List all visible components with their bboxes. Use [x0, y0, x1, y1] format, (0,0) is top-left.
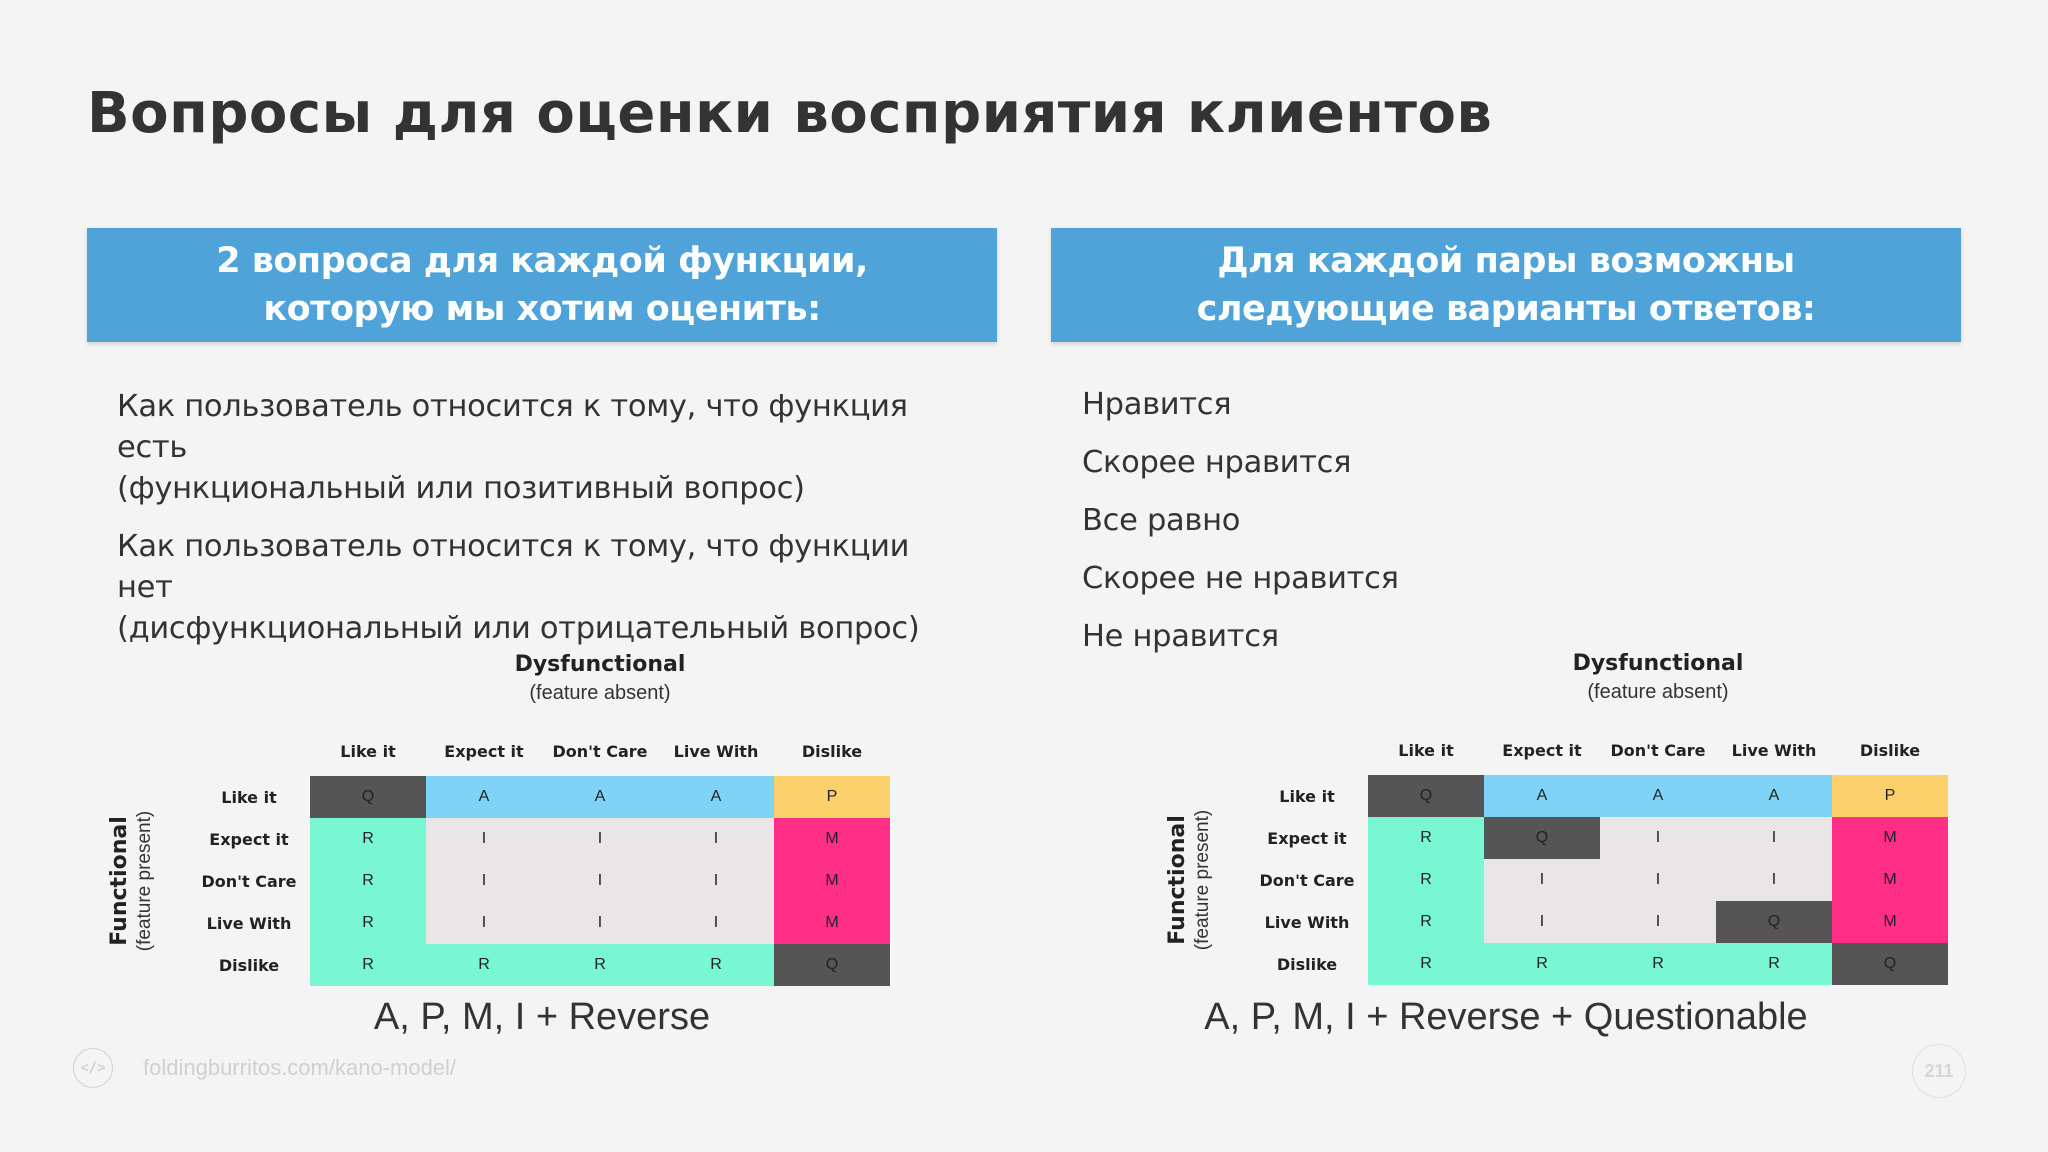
right-header-line1: Для каждой пары возможны — [1217, 241, 1795, 281]
matrix-cell: M — [774, 818, 890, 860]
question-line: (дисфункциональный или отрицательный вопрос) — [117, 611, 920, 646]
answer-item: Не нравится — [1082, 619, 1279, 654]
left-header-line1: 2 вопроса для каждой функции, — [216, 241, 868, 281]
slide-title: Вопросы для оценки восприятия клиентов — [87, 81, 1493, 146]
matrix-row-subtitle: (feature present) — [1192, 809, 1213, 951]
matrix-row-header: Expect it — [209, 830, 289, 849]
matrix-caption-left: A, P, M, I + Reverse — [373, 996, 711, 1038]
matrix-cell: I — [426, 818, 542, 860]
matrix-column-header: Like it — [1398, 741, 1454, 760]
matrix-row-axis — [107, 781, 157, 981]
matrix-row-subtitle: (feature present) — [134, 810, 155, 952]
matrix-cell: Q — [1484, 817, 1600, 859]
matrix-row-title: Functional — [1165, 815, 1190, 945]
matrix-cell: I — [1484, 859, 1600, 901]
question-item — [117, 526, 937, 649]
matrix-row-header: Live With — [1264, 913, 1350, 932]
matrix-cell: I — [542, 818, 658, 860]
matrix-cell: I — [1600, 901, 1716, 943]
kano-matrix-right — [1165, 650, 1921, 990]
matrix-cell: M — [774, 860, 890, 902]
matrix-cell: R — [310, 818, 426, 860]
matrix-cell: I — [426, 860, 542, 902]
matrix-cell: R — [658, 944, 774, 986]
matrix-cell: A — [426, 776, 542, 818]
matrix-cell: R — [310, 902, 426, 944]
matrix-cell: I — [1716, 817, 1832, 859]
kano-matrix-left — [107, 651, 863, 991]
matrix-cell: R — [310, 860, 426, 902]
source-link[interactable]: foldingburritos.com/kano-model/ — [143, 1055, 457, 1080]
matrix-row-header: Dislike — [1276, 955, 1338, 974]
matrix-col-title: Dysfunctional — [514, 652, 686, 677]
matrix-cell: I — [658, 818, 774, 860]
matrix-cell: R — [1716, 943, 1832, 985]
matrix-col-subtitle: (feature absent) — [529, 682, 671, 704]
matrix-column-header: Like it — [340, 742, 396, 761]
matrix-cell: R — [1368, 901, 1484, 943]
matrix-cell: P — [1832, 775, 1948, 817]
matrix-row-header: Don't Care — [201, 872, 297, 891]
question-line: Как пользователь относится к тому, что функция есть — [117, 389, 908, 465]
matrix-cell: I — [1484, 901, 1600, 943]
matrix-cell: I — [658, 860, 774, 902]
matrix-row-header: Don't Care — [1259, 871, 1355, 890]
matrix-cell: I — [426, 902, 542, 944]
matrix-cell: Q — [1368, 775, 1484, 817]
matrix-cell: Q — [310, 776, 426, 818]
matrix-column-header: Dislike — [801, 742, 863, 761]
matrix-cell: P — [774, 776, 890, 818]
matrix-column-header: Don't Care — [552, 742, 648, 761]
answers-list — [1082, 385, 1399, 675]
matrix-cell: R — [310, 944, 426, 986]
matrix-cell: R — [1600, 943, 1716, 985]
left-header-line2: которую мы хотим оценить: — [263, 289, 821, 329]
matrix-cell: M — [1832, 901, 1948, 943]
matrix-cell: I — [542, 902, 658, 944]
questions-list — [117, 386, 937, 666]
answer-item: Нравится — [1082, 387, 1232, 422]
right-header-box — [1051, 228, 1961, 342]
matrix-cell: R — [1368, 859, 1484, 901]
matrix-cell: I — [1600, 817, 1716, 859]
matrix-cell: M — [1832, 859, 1948, 901]
question-line: Как пользователь относится к тому, что функции нет — [117, 529, 910, 605]
matrix-row-header: Expect it — [1267, 829, 1347, 848]
matrix-cell: M — [1832, 817, 1948, 859]
matrix-cell: Q — [1716, 901, 1832, 943]
matrix-cell: I — [1716, 859, 1832, 901]
matrix-row-header: Live With — [206, 914, 292, 933]
matrix-cell: R — [426, 944, 542, 986]
question-line: (функциональный или позитивный вопрос) — [117, 471, 805, 506]
matrix-cell: I — [542, 860, 658, 902]
matrix-row-header: Like it — [1279, 787, 1335, 806]
code-icon: </> — [73, 1048, 113, 1088]
matrix-cell: Q — [774, 944, 890, 986]
left-header-box — [87, 228, 997, 342]
matrix-cell: A — [1716, 775, 1832, 817]
matrix-cell: M — [774, 902, 890, 944]
matrix-col-title: Dysfunctional — [1572, 651, 1744, 676]
matrix-caption-right: A, P, M, I + Reverse + Questionable — [1204, 996, 1808, 1038]
matrix-column-header: Expect it — [1502, 741, 1582, 760]
matrix-col-subtitle: (feature absent) — [1587, 681, 1729, 703]
matrix-cell: I — [658, 902, 774, 944]
answer-item: Все равно — [1082, 503, 1241, 538]
matrix-column-header: Live With — [1731, 741, 1817, 760]
matrix-cell: R — [1368, 817, 1484, 859]
matrix-column-header: Expect it — [444, 742, 524, 761]
answer-item: Скорее не нравится — [1082, 561, 1399, 596]
page-number: 211 — [1912, 1044, 1966, 1098]
matrix-cell: I — [1600, 859, 1716, 901]
matrix-cell: A — [542, 776, 658, 818]
matrix-row-axis — [1165, 780, 1215, 980]
right-header-line2: следующие варианты ответов: — [1196, 289, 1816, 329]
matrix-column-header: Dislike — [1859, 741, 1921, 760]
answer-item: Скорее нравится — [1082, 445, 1352, 480]
matrix-cell: A — [1484, 775, 1600, 817]
matrix-cell: A — [658, 776, 774, 818]
matrix-column-header: Don't Care — [1610, 741, 1706, 760]
matrix-cell: R — [542, 944, 658, 986]
matrix-cell: A — [1600, 775, 1716, 817]
matrix-cell: R — [1368, 943, 1484, 985]
matrix-cell: R — [1484, 943, 1600, 985]
matrix-column-header: Live With — [673, 742, 759, 761]
matrix-row-header: Like it — [221, 788, 277, 807]
question-item — [117, 386, 937, 509]
matrix-cell: Q — [1832, 943, 1948, 985]
matrix-row-header: Dislike — [218, 956, 280, 975]
matrix-row-title: Functional — [107, 816, 132, 946]
